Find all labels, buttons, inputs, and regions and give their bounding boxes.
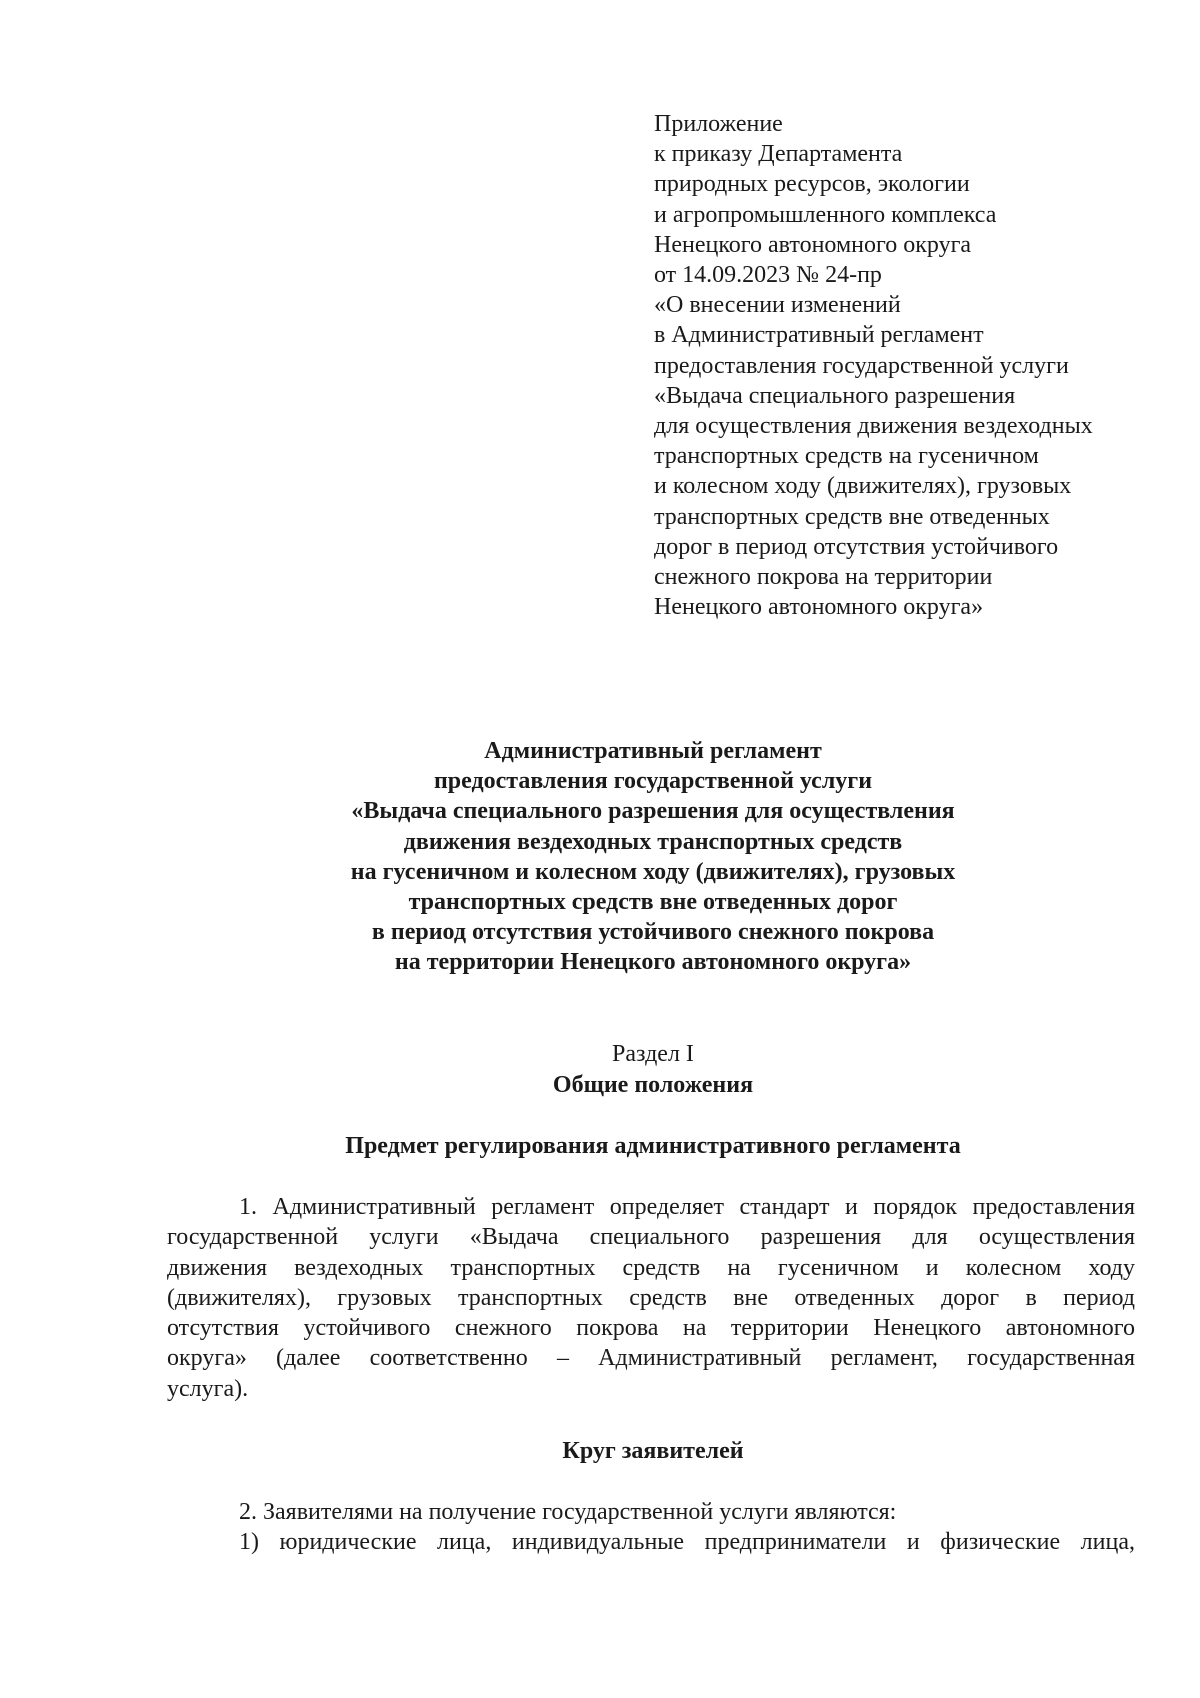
appendix-line: природных ресурсов, экологии <box>654 171 970 198</box>
appendix-line: и агропромышленного комплекса <box>654 201 997 228</box>
paragraph-line: (движителях), грузовых транспортных средств вне отведенных дорог в период <box>167 1284 1135 1311</box>
title-line: на территории Ненецкого автономного округа» <box>394 949 912 976</box>
paragraph-line: услуга). <box>167 1375 249 1402</box>
title-line: движения вездеходных транспортных средств <box>403 828 903 855</box>
appendix-line: дорог в период отсутствия устойчивого <box>654 533 1059 560</box>
paragraph-line: округа» (далее соответственно – Административный регламент, государственная <box>167 1345 1135 1372</box>
appendix-line: Приложение <box>654 111 783 137</box>
document-title <box>0 736 1200 978</box>
appendix-line: транспортных средств на гусеничном <box>654 443 1039 470</box>
title-line: «Выдача специального разрешения для осуществления <box>351 798 955 825</box>
title-line: предоставления государственной услуги <box>433 768 873 795</box>
title-line: в период отсутствия устойчивого снежного покрова <box>371 919 935 946</box>
paragraph-line: 1. Административный регламент определяет стандарт и порядок предоставления <box>239 1194 1135 1220</box>
appendix-line: предоставления государственной услуги <box>654 352 1069 379</box>
section-number: Раздел I <box>612 1041 694 1067</box>
appendix-line: к приказу Департамента <box>654 141 903 168</box>
subsection-heading: Предмет регулирования административного регламента <box>345 1133 961 1159</box>
appendix-line: снежного покрова на территории <box>654 564 993 591</box>
paragraph-line: движения вездеходных транспортных средств на гусеничном и колесном ходу <box>167 1254 1135 1281</box>
subsection-heading: Круг заявителей <box>562 1438 744 1464</box>
paragraph-line: отсутствия устойчивого снежного покрова на территории Ненецкого автономного <box>167 1315 1135 1342</box>
appendix-line: Ненецкого автономного округа <box>654 231 972 258</box>
appendix-block <box>654 109 1174 622</box>
appendix-line: для осуществления движения вездеходных <box>654 413 1093 440</box>
appendix-line: Ненецкого автономного округа» <box>654 594 984 621</box>
paragraph-1 <box>167 1192 1135 1404</box>
title-line: Административный регламент <box>484 738 822 764</box>
appendix-line: и колесном ходу (движителях), грузовых <box>654 473 1072 500</box>
appendix-line: транспортных средств вне отведенных <box>654 503 1050 530</box>
paragraph-line: государственной услуги «Выдача специального разрешения для осуществления <box>167 1224 1135 1251</box>
appendix-line: в Административный регламент <box>654 322 984 349</box>
appendix-line: «Выдача специального разрешения <box>654 382 1016 409</box>
section-name: Общие положения <box>552 1072 754 1098</box>
paragraph-line: 1) юридические лица, индивидуальные предприниматели и физические лица, <box>239 1529 1135 1556</box>
title-line: транспортных средств вне отведенных дорог <box>408 889 898 916</box>
paragraph-line: 2. Заявителями на получение государственной услуги являются: <box>239 1499 897 1525</box>
title-line: на гусеничном и колесном ходу (движителях), грузовых <box>350 858 956 885</box>
appendix-line: «О внесении изменений <box>654 292 901 319</box>
appendix-line: от 14.09.2023 № 24-пр <box>654 262 882 289</box>
paragraph-2 <box>167 1497 1135 1558</box>
